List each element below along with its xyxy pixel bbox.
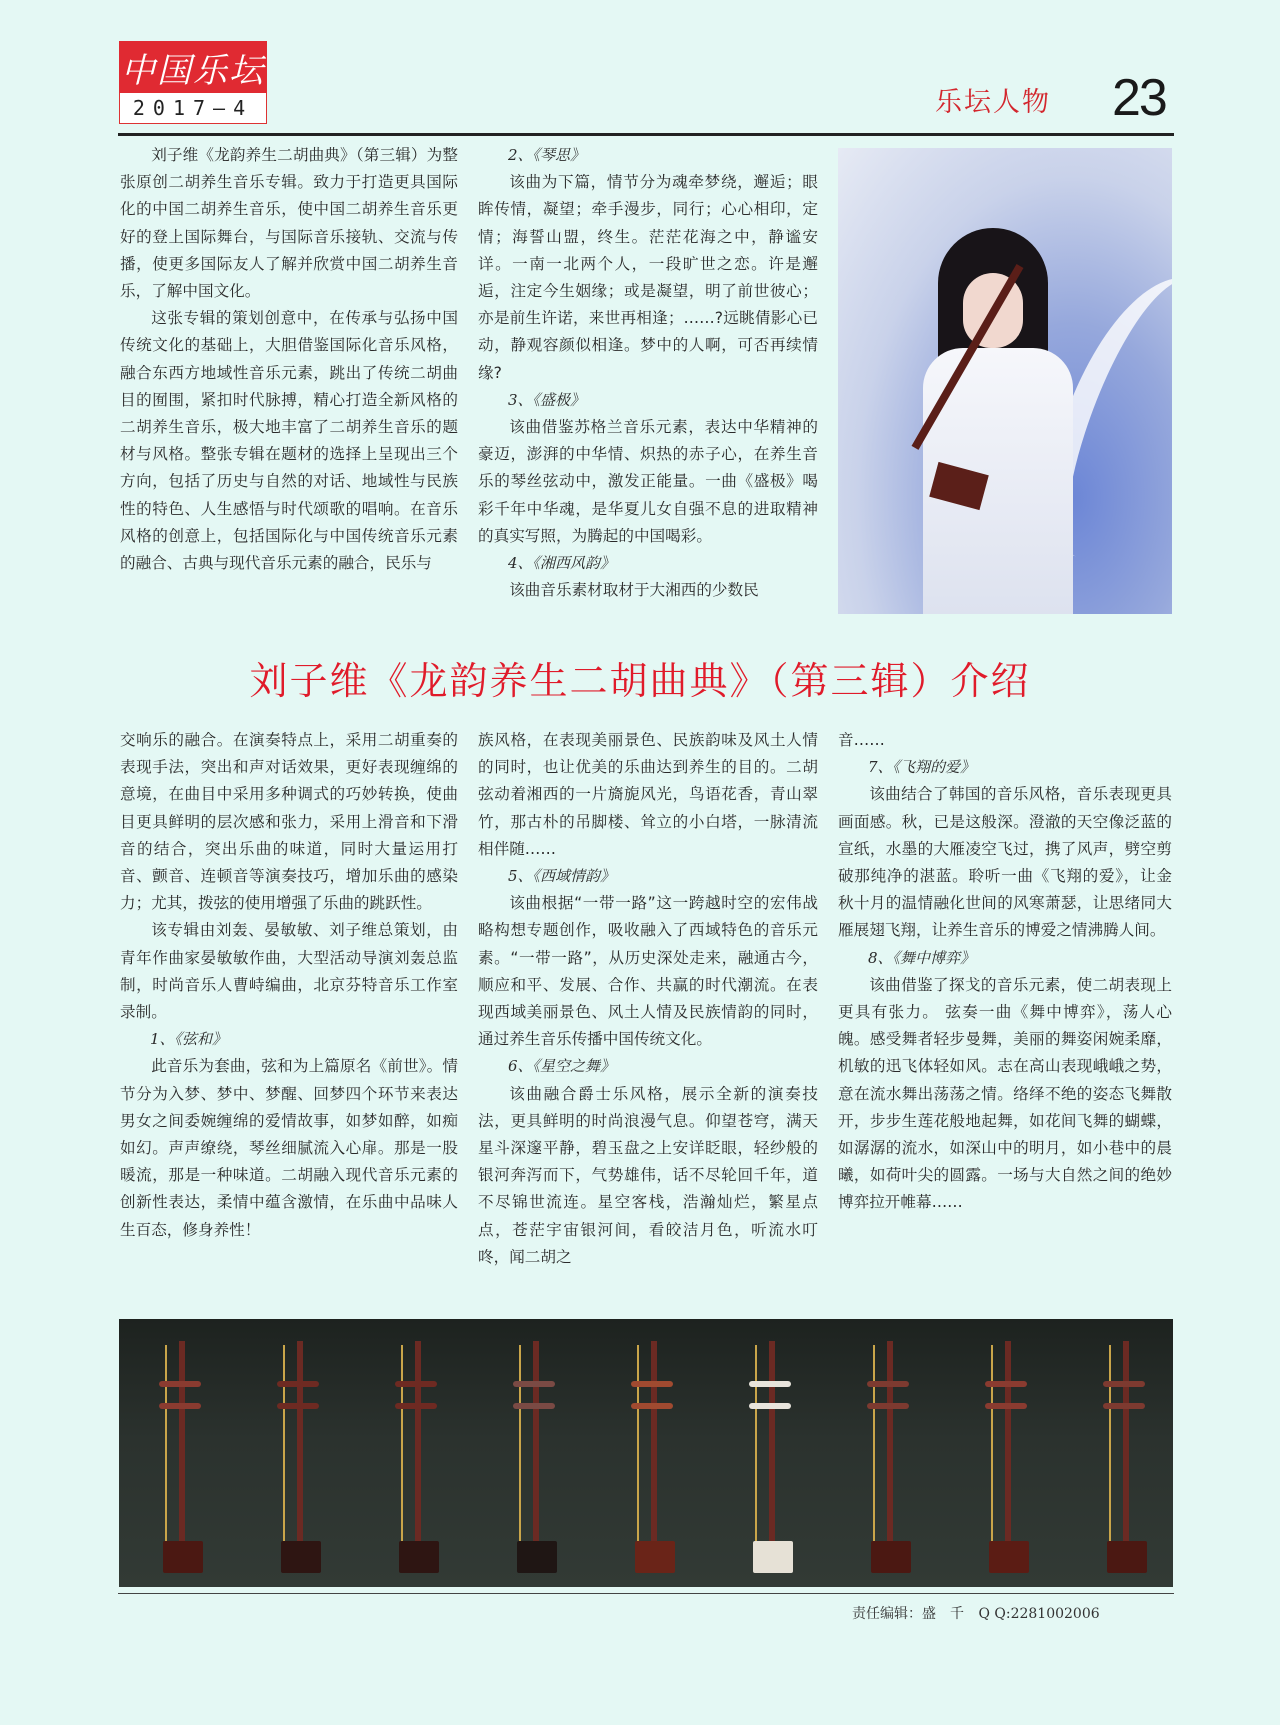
article-column-bottom-left — [120, 727, 458, 1244]
masthead — [119, 41, 269, 129]
paragraph: 该曲结合了韩国的音乐风格，音乐表现更具画面感。秋，已是这般深。澄澈的天空像泛蓝的宣纸，水墨的大雁凌空飞过，携了风声，劈空剪破那纯净的湛蓝。聆听一曲《飞翔的爱》，让金秋十月的温情融化世间的风寒萧瑟，让思绪同大雁展翅飞翔，让养生音乐的博爱之情沸腾人间。 — [838, 785, 1172, 940]
erhu-icon — [395, 1341, 445, 1571]
paragraph: 该专辑由刘轰、晏敏敏、刘子维总策划，由青年作曲家晏敏敏作曲，大型活动导演刘轰总监制，时尚音乐人曹峙编曲，北京芬特音乐工作室录制。 — [120, 921, 458, 1022]
erhu-icon — [277, 1341, 327, 1571]
header-divider — [118, 133, 1174, 136]
paragraph: 此音乐为套曲，弦和为上篇原名《前世》。情节分为入梦、梦中、梦醒、回梦四个环节来表达男女之间委婉缠绵的爱情故事，如梦如醉，如痴如幻。声声缭绕，琴丝细腻流入心扉。那是一股暖流，那是一种味道。二胡融入现代音乐元素的创新性表达，柔情中蕴含激情，在乐曲中品味人生百态，修身养性！ — [120, 1057, 458, 1239]
erhu-collection-image — [119, 1319, 1173, 1587]
paragraph: 该曲融合爵士乐风格，展示全新的演奏技法，更具鲜明的时尚浪漫气息。仰望苍穹，满天星斗深邃平静，碧玉盘之上安详眨眼，轻纱般的银河奔泻而下，气势雄伟，话不尽轮回千年，道不尽锦世流连。星空客栈，浩瀚灿烂，繁星点点，苍茫宇宙银河间，看皎洁月色，听流水叮咚，闻二胡之 — [478, 1084, 818, 1266]
paragraph: 该曲借鉴了探戈的音乐元素，使二胡表现上更具有张力。 弦奏一曲《舞中博弈》，荡人心魄。感受舞者轻步曼舞，美丽的舞姿闲婉柔靡，机敏的迅飞体轻如风。志在高山表现峨峨之势，意在流水舞出荡荡之情。络绎不绝的姿态飞舞散开，步步生莲花般地起舞，如花间飞舞的蝴蝶，如潺潺的流水，如深山中的明月，如小巷中的晨曦，如荷叶尖的圆露。一场与大自然之间的绝妙博弈拉开帷幕…… — [838, 975, 1172, 1212]
article-headline: 刘子维《龙韵养生二胡曲典》（第三辑）介绍 — [249, 659, 1031, 703]
issue-number: 2017—4 — [119, 93, 267, 124]
track-heading: 7、《飞翔的爱》 — [868, 758, 976, 777]
editor-credit: 责任编辑：盛 千 — [852, 1606, 964, 1622]
paragraph: 这张专辑的策划创意中，在传承与弘扬中国传统文化的基础上，大胆借鉴国际化音乐风格，融合东西方地域性音乐元素，跳出了传统二胡曲目的囿围，紧扣时代脉搏，精心打造全新风格的二胡养生音乐，极大地丰富了二胡养生音乐的题材与风格。整张专辑在题材的选择上呈现出三个方向，包括了历史与自然的对话、地域性与民族性的特色、人生感悟与时代颂歌的唱响。在音乐风格的创意上，包括国际化与中国传统音乐元素的融合、古典与现代音乐元素的融合，民乐与 — [120, 309, 458, 573]
track-heading: 2、《琴思》 — [508, 146, 586, 164]
footer-divider — [118, 1593, 1174, 1594]
track-heading: 3、《盛极》 — [508, 390, 586, 409]
article-column-bottom-middle — [478, 727, 818, 1271]
article-column-top-middle — [478, 142, 818, 604]
paragraph: 刘子维《龙韵养生二胡曲典》（第三辑）为整张原创二胡养生音乐专辑。致力于打造更具国际化的中国二胡养生音乐，使中国二胡养生音乐更好的登上国际舞台，与国际音乐接轨、交流与传播，使更多国际友人了解并欣赏中国二胡养生音乐，了解中国文化。 — [120, 146, 458, 301]
footer — [852, 1603, 1110, 1623]
erhu-icon — [985, 1341, 1035, 1571]
track-heading: 8、《舞中博弈》 — [868, 948, 976, 967]
erhu-icon — [1103, 1341, 1153, 1571]
article-column-top-left — [120, 142, 458, 577]
erhu-icon — [159, 1341, 209, 1571]
erhu-icon — [749, 1341, 799, 1571]
erhu-icon — [867, 1341, 917, 1571]
paragraph: 该曲为下篇，情节分为魂牵梦绕，邂逅；眼眸传情，凝望；牵手漫步，同行；心心相印，定情；海誓山盟，终生。茫茫花海之中，静谧安详。一南一北两个人，一段旷世之恋。许是邂逅，注定今生姻缘；或是凝望，明了前世彼心；亦是前生许诺，来世再相逢；……?远眺倩影心已动，静观容颜似相逢。梦中的人啊，可否再续情缘? — [478, 173, 818, 382]
paragraph-continued: 音…… — [838, 731, 885, 749]
magazine-logo: 中国乐坛 — [119, 41, 267, 93]
track-heading: 6、《星空之舞》 — [508, 1057, 616, 1076]
section-title: 乐坛人物 — [935, 87, 1051, 118]
track-heading: 5、《西域情韵》 — [508, 867, 616, 886]
paragraph: 该曲音乐素材取材于大湘西的少数民 — [509, 581, 759, 600]
erhu-icon — [631, 1341, 681, 1571]
performer-photo — [838, 148, 1172, 614]
paragraph-continued: 族风格，在表现美丽景色、民族韵味及风土人情的同时，也让优美的乐曲达到养生的目的。二胡弦动着湘西的一片旖旎风光，鸟语花香，青山翠竹，那古朴的吊脚楼、耸立的小白塔，一脉清流相伴随…… — [478, 731, 818, 858]
paragraph-continued: 交响乐的融合。在演奏特点上，采用二胡重奏的表现手法，突出和声对话效果，更好表现缠绵的意境，在曲目中采用多种调式的巧妙转换，使曲目更具鲜明的层次感和张力，采用上滑音和下滑音的结合，突出乐曲的味道，同时大量运用打音、颤音、连顿音等演奏技巧，增加乐曲的感染力；尤其，拨弦的使用增强了乐曲的跳跃性。 — [120, 731, 458, 913]
paragraph: 该曲根据“一带一路”这一跨越时空的宏伟战略构想专题创作，吸收融入了西域特色的音乐元素。“一带一路”，从历史深处走来，融通古今，顺应和平、发展、合作、共赢的时代潮流。在表现西域美丽景色、风土人情及民族情韵的同时，通过养生音乐传播中国传统文化。 — [478, 894, 818, 1049]
track-heading: 4、《湘西风韵》 — [508, 554, 616, 573]
track-heading: 1、《弦和》 — [150, 1030, 228, 1049]
page-number: 23 — [1112, 69, 1166, 127]
editor-qq: Q Q:2281002006 — [978, 1606, 1100, 1622]
paragraph: 该曲借鉴苏格兰音乐元素，表达中华精神的豪迈，澎湃的中华情、炽热的赤子心，在养生音乐的琴丝弦动中，激发正能量。一曲《盛极》喝彩千年中华魂，是华夏儿女自强不息的进取精神的真实写照，为腾起的中国喝彩。 — [478, 418, 818, 545]
article-column-bottom-right — [838, 727, 1172, 1217]
erhu-icon — [513, 1341, 563, 1571]
